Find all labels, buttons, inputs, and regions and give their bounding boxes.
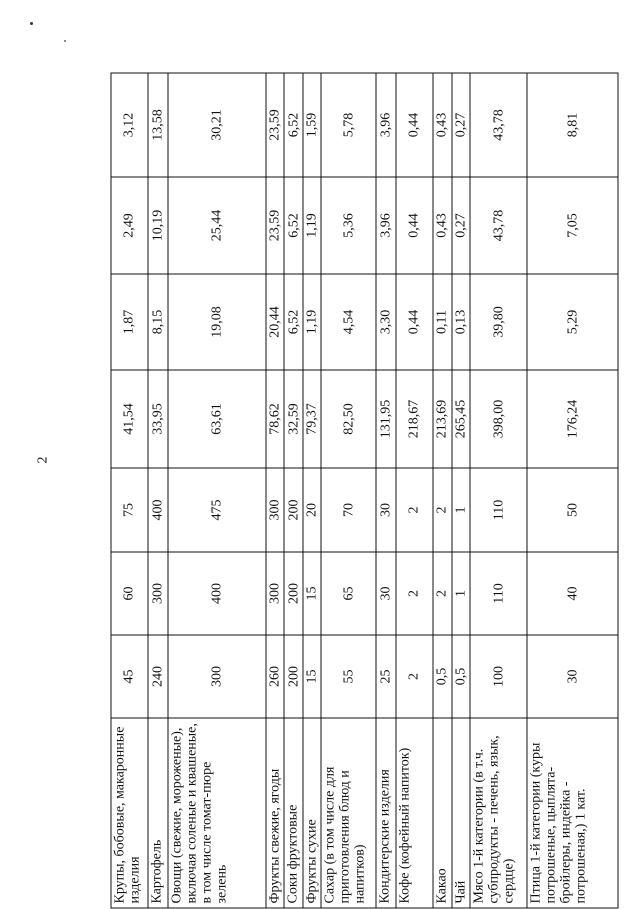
value-cell: 131,95 xyxy=(376,370,395,468)
value-cell: 3,96 xyxy=(376,177,395,274)
value-cell: 7,05 xyxy=(527,177,618,274)
value-cell: 25,44 xyxy=(168,177,266,274)
value-cell: 218,67 xyxy=(395,370,433,468)
value-cell: 0,13 xyxy=(451,274,469,370)
value-cell: 32,59 xyxy=(284,370,302,468)
value-cell: 30 xyxy=(527,635,618,718)
value-cell: 0,43 xyxy=(433,177,451,274)
value-cell: 400 xyxy=(168,552,266,635)
value-cell: 300 xyxy=(266,468,284,552)
value-cell: 300 xyxy=(147,552,167,635)
value-cell: 70 xyxy=(321,468,376,552)
value-cell: 398,00 xyxy=(470,370,527,468)
value-cell: 1 xyxy=(451,552,469,635)
value-cell: 23,59 xyxy=(266,177,284,274)
value-cell: 475 xyxy=(168,468,266,552)
value-cell: 33,95 xyxy=(147,370,167,468)
value-cell: 240 xyxy=(147,635,167,718)
value-cell: 0,43 xyxy=(433,73,451,177)
value-cell: 110 xyxy=(470,468,527,552)
value-cell: 65 xyxy=(321,552,376,635)
table-row xyxy=(168,73,266,908)
value-cell: 0,5 xyxy=(433,635,451,718)
value-cell: 45 xyxy=(111,635,148,718)
value-cell: 6,52 xyxy=(284,73,302,177)
value-cell: 1,87 xyxy=(111,274,148,370)
value-cell: 3,30 xyxy=(376,274,395,370)
product-name-cell: Кондитерские изделия xyxy=(376,718,395,908)
food-norms-table xyxy=(110,73,618,909)
value-cell: 41,54 xyxy=(111,370,148,468)
value-cell: 40 xyxy=(527,552,618,635)
value-cell: 30 xyxy=(376,468,395,552)
product-name-cell: Какао xyxy=(433,718,451,908)
table-row xyxy=(527,73,618,908)
product-name-cell: Чай xyxy=(451,718,469,908)
table-row xyxy=(433,73,451,908)
value-cell: 300 xyxy=(266,552,284,635)
value-cell: 265,45 xyxy=(451,370,469,468)
value-cell: 8,81 xyxy=(527,73,618,177)
product-name-cell: Соки фруктовые xyxy=(284,718,302,908)
table-body xyxy=(111,73,618,908)
value-cell: 100 xyxy=(470,635,527,718)
value-cell: 20 xyxy=(302,468,320,552)
value-cell: 200 xyxy=(284,635,302,718)
table-row xyxy=(147,73,167,908)
value-cell: 6,52 xyxy=(284,177,302,274)
value-cell: 4,54 xyxy=(321,274,376,370)
scan-speck xyxy=(30,22,33,25)
value-cell: 0,44 xyxy=(395,274,433,370)
table-row xyxy=(451,73,469,908)
value-cell: 25 xyxy=(376,635,395,718)
value-cell: 6,52 xyxy=(284,274,302,370)
value-cell: 2 xyxy=(433,468,451,552)
product-name-cell: Фрукты свежие, ягоды xyxy=(266,718,284,908)
value-cell: 0,27 xyxy=(451,177,469,274)
table-row xyxy=(376,73,395,908)
value-cell: 110 xyxy=(470,552,527,635)
value-cell: 20,44 xyxy=(266,274,284,370)
table-row xyxy=(284,73,302,908)
value-cell: 1,59 xyxy=(302,73,320,177)
value-cell: 2,49 xyxy=(111,177,148,274)
value-cell: 43,78 xyxy=(470,73,527,177)
value-cell: 50 xyxy=(527,468,618,552)
value-cell: 10,19 xyxy=(147,177,167,274)
table-row xyxy=(395,73,433,908)
value-cell: 400 xyxy=(147,468,167,552)
value-cell: 13,58 xyxy=(147,73,167,177)
value-cell: 0,27 xyxy=(451,73,469,177)
value-cell: 200 xyxy=(284,552,302,635)
value-cell: 2 xyxy=(395,552,433,635)
table-row xyxy=(470,73,527,908)
value-cell: 5,29 xyxy=(527,274,618,370)
value-cell: 260 xyxy=(266,635,284,718)
food-norms-table-container xyxy=(110,74,618,909)
value-cell: 2 xyxy=(395,468,433,552)
value-cell: 213,69 xyxy=(433,370,451,468)
scan-speck xyxy=(64,40,66,42)
table-row xyxy=(111,73,148,908)
value-cell: 60 xyxy=(111,552,148,635)
value-cell: 79,37 xyxy=(302,370,320,468)
value-cell: 75 xyxy=(111,468,148,552)
value-cell: 0,44 xyxy=(395,177,433,274)
product-name-cell: Фрукты сухие xyxy=(302,718,320,908)
product-name-cell: Кофе (кофейный напиток) xyxy=(395,718,433,908)
value-cell: 30 xyxy=(376,552,395,635)
value-cell: 200 xyxy=(284,468,302,552)
product-name-cell: Мясо 1-й категории (в т.ч. субпродукты - печень, язык, сердце) xyxy=(470,718,527,908)
product-name-cell: Картофель xyxy=(147,718,167,908)
value-cell: 3,96 xyxy=(376,73,395,177)
value-cell: 82,50 xyxy=(321,370,376,468)
value-cell: 19,08 xyxy=(168,274,266,370)
value-cell: 1,19 xyxy=(302,177,320,274)
value-cell: 1,19 xyxy=(302,274,320,370)
table-row xyxy=(321,73,376,908)
table-row xyxy=(302,73,320,908)
product-name-cell: Овощи (свежие, мороженые), включая соленые и квашеные, в том числе томат-пюре зелень xyxy=(168,718,266,908)
value-cell: 5,78 xyxy=(321,73,376,177)
value-cell: 15 xyxy=(302,635,320,718)
value-cell: 1 xyxy=(451,468,469,552)
value-cell: 15 xyxy=(302,552,320,635)
value-cell: 43,78 xyxy=(470,177,527,274)
value-cell: 0,5 xyxy=(451,635,469,718)
page-number: 2 xyxy=(35,456,51,464)
value-cell: 300 xyxy=(168,635,266,718)
value-cell: 176,24 xyxy=(527,370,618,468)
value-cell: 55 xyxy=(321,635,376,718)
value-cell: 5,36 xyxy=(321,177,376,274)
product-name-cell: Птица 1-й категории (куры потрошеные, цыплята-бройлеры, индейка - потрошеная,) 1 кат. xyxy=(527,718,618,908)
value-cell: 0,44 xyxy=(395,73,433,177)
value-cell: 8,15 xyxy=(147,274,167,370)
value-cell: 39,80 xyxy=(470,274,527,370)
value-cell: 0,11 xyxy=(433,274,451,370)
value-cell: 78,62 xyxy=(266,370,284,468)
value-cell: 23,59 xyxy=(266,73,284,177)
product-name-cell: Крупы, бобовые, макаронные изделия xyxy=(111,718,148,908)
table-row xyxy=(266,73,284,908)
value-cell: 3,12 xyxy=(111,73,148,177)
value-cell: 2 xyxy=(395,635,433,718)
value-cell: 63,61 xyxy=(168,370,266,468)
product-name-cell: Сахар (в том числе для приготовления блюд и напитков) xyxy=(321,718,376,908)
value-cell: 30,21 xyxy=(168,73,266,177)
value-cell: 2 xyxy=(433,552,451,635)
